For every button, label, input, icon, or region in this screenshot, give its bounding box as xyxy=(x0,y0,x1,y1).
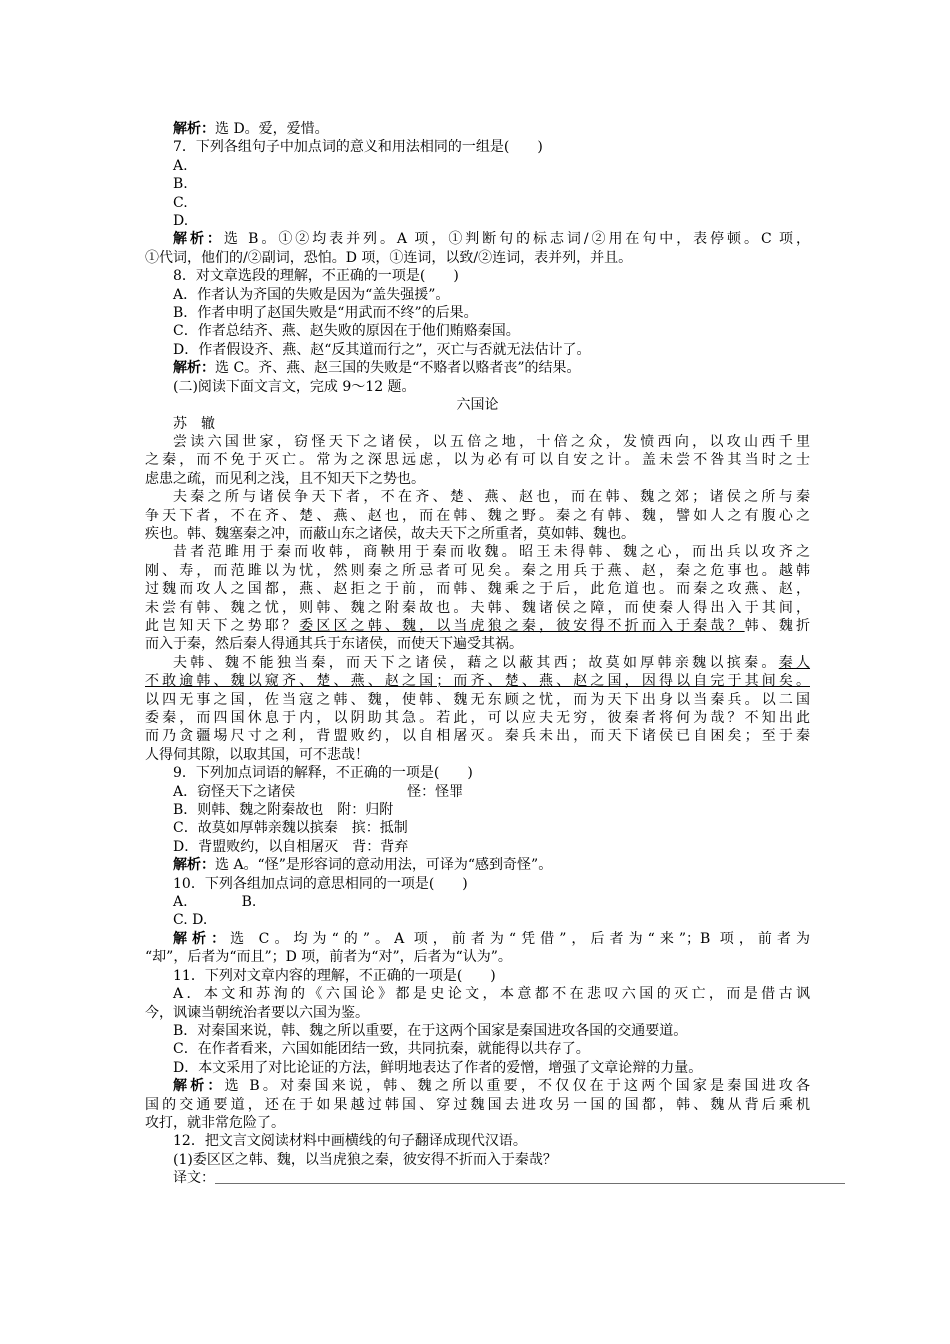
text-segment: 韩、魏折 xyxy=(744,617,811,634)
text-line xyxy=(145,783,810,801)
text-line xyxy=(145,120,810,138)
text-line: 国的交通要道，还在于如果越过韩国、穿过魏国去进攻另一国的国都，韩、魏从背后乘机 xyxy=(145,1096,810,1113)
answer-label: 解析： xyxy=(173,857,215,874)
underlined-phrase: 不敢逾韩、魏以窥齐、楚、燕、赵之国；而齐、楚、燕、赵之国，因得以自完于其间矣。 xyxy=(145,673,810,690)
text-line: 夫秦之所与诸侯争天下者，不在齐、楚、燕、赵也，而在韩、魏之郊；诸侯之所与秦 xyxy=(173,489,810,506)
text-line: D. xyxy=(173,213,189,230)
text-line: 攻打，就非常危险了。 xyxy=(145,1114,285,1131)
text-line: 争天下者，不在齐、楚、燕、赵也，而在韩、魏之野。秦之有韩、魏，譬如人之有腹心之 xyxy=(145,507,810,524)
text-line: A．作者认为齐国的失败是因为“盖失强援”。 xyxy=(173,286,450,303)
text-line: C．在作者看来，六国如能团结一致，共同抗秦，就能得以共存了。 xyxy=(173,1041,590,1058)
answer-label: 解析： xyxy=(173,121,215,137)
text-line: A．本文和苏洵的《六国论》都是史论文，本意都不在悲叹六国的灭亡，而是借古讽 xyxy=(173,986,810,1003)
text-line: B. xyxy=(173,176,188,193)
text-line: 10．下列各组加点词的意思相同的一项是( ) xyxy=(173,875,468,892)
text-line xyxy=(145,654,810,672)
answer-text: 选 A。“怪”是形容词的意动用法，可译为“感到奇怪”。 xyxy=(215,857,553,874)
text-line: A. xyxy=(173,157,188,174)
answer-text: 选 C。齐、燕、赵三国的失败是“不赂者以赂者丧”的结果。 xyxy=(215,360,581,377)
text-line: (1)委区区之韩、魏，以当虎狼之秦，彼安得不折而入于秦哉？ xyxy=(173,1151,557,1168)
text-line: D．背盟败约，以自相屠灭 背：背弃 xyxy=(173,838,409,855)
text-line xyxy=(145,930,810,948)
text-line: “却”，后者为“而且”；D 项，前者为“对”，后者为“认为”。 xyxy=(145,949,512,966)
text-line: 六国论 xyxy=(456,397,499,414)
text-line: 8．对文章选段的理解，不正确的一项是( ) xyxy=(173,268,459,285)
answer-label: 解析： xyxy=(173,1078,225,1095)
text-segment: A. xyxy=(173,894,188,911)
answer-text: 选 C。均为“的”。A 项，前者为“凭借”，后者为“来”；B 项，前者为 xyxy=(230,930,810,947)
text-line: (二)阅读下面文言文，完成 9～12 题。 xyxy=(173,378,416,395)
text-line: 刚、寿，而范雎以为忧，然则秦之所忌者可见矣。秦之用兵于燕、赵，秦之危事也。越韩 xyxy=(145,562,810,579)
text-line: 尝读六国世家，窃怪天下之诸侯，以五倍之地，十倍之众，发愤西向，以攻山西千里 xyxy=(173,433,810,450)
text-line: ①代词，他们的/②副词，恐怕。D 项，①连词，以致/②连词，表并列，并且。 xyxy=(145,249,633,266)
text-line: 而入于秦，然后秦人得通其兵于东诸侯，而使天下遍受其祸。 xyxy=(145,636,523,653)
text-line xyxy=(145,893,810,911)
text-segment: 夫韩、魏不能独当秦，而天下之诸侯，藉之以蔽其西；故莫如厚韩亲魏以摈秦。 xyxy=(173,654,779,671)
text-line: 12．把文言文阅读材料中画横线的句子翻译成现代汉语。 xyxy=(173,1133,527,1150)
text-line: 以四无事之国，佐当寇之韩、魏，使韩、魏无东顾之忧，而为天下出身以当秦兵。以二国 xyxy=(145,691,810,708)
text-segment: B. xyxy=(241,894,257,911)
text-line: 人得伺其隙，以取其国，可不悲哉！ xyxy=(145,746,369,763)
text-line: 未尝有韩、魏之忧，则韩、魏之附秦故也。夫韩、魏诸侯之障，而使秦人得出入于其间， xyxy=(145,599,810,616)
text-line: 7．下列各组句子中加点词的意义和用法相同的一组是( ) xyxy=(173,139,543,156)
text-line: 而乃贪疆埸尺寸之利，背盟败约，以自相屠灭。秦兵未出，而天下诸侯已自困矣；至于秦 xyxy=(145,728,810,745)
text-line xyxy=(145,359,810,377)
underlined-phrase: 秦人 xyxy=(778,654,811,671)
text-line: 过魏而攻人之国都，燕、赵拒之于前，而韩、魏乘之于后，此危道也。而秦之攻燕、赵， xyxy=(145,581,810,598)
text-line xyxy=(145,672,810,690)
underlined-phrase: 委区区之韩、魏，以当虎狼之秦，彼安得不折而入于秦哉？ xyxy=(299,617,745,634)
text-line: B．则韩、魏之附秦故也 附：归附 xyxy=(173,802,394,819)
text-line: D．作者假设齐、燕、赵“反其道而行之”，灭亡与否就无法估计了。 xyxy=(173,341,591,358)
text-line: 苏 辙 xyxy=(173,415,215,432)
answer-label: 解析： xyxy=(173,231,224,248)
answer-text: 选 B。对秦国来说，韩、魏之所以重要，不仅仅在于这两个国家是秦国进攻各 xyxy=(224,1078,810,1095)
text-line: B．作者申明了赵国失败是“用武而不终”的后果。 xyxy=(173,305,478,322)
text-segment: 怪：怪罪 xyxy=(407,783,464,800)
text-line: 之秦，而不免于灭亡。常为之深思远虑，以为必有可以自安之计。盖未尝不咎其当时之士 xyxy=(145,452,810,469)
text-line xyxy=(145,617,810,635)
text-line: 11．下列对文章内容的理解，不正确的一项是( ) xyxy=(173,967,496,984)
text-line: 今，讽谏当朝统治者要以六国为鉴。 xyxy=(145,1004,369,1021)
answer-text: 选 D。爱，爱惜。 xyxy=(215,121,329,137)
text-segment: A．窃怪天下之诸侯 xyxy=(173,783,296,800)
answer-label: 解析： xyxy=(173,360,215,377)
text-line: C．作者总结齐、燕、赵失败的原因在于他们贿赂秦国。 xyxy=(173,323,520,340)
text-line: C．故莫如厚韩亲魏以摈秦 摈：抵制 xyxy=(173,820,408,837)
text-line: 疾也。韩、魏塞秦之冲，而蔽山东之诸侯，故夫天下之所重者，莫如韩、魏也。 xyxy=(145,525,635,542)
text-segment: 此岂知天下之势耶？ xyxy=(145,617,300,634)
text-line: D．本文采用了对比论证的方法，鲜明地表达了作者的爱憎，增强了文章论辩的力量。 xyxy=(173,1059,703,1076)
text-line xyxy=(145,230,810,248)
answer-label: 解析： xyxy=(173,930,231,947)
text-line: 9．下列加点词语的解释，不正确的一项是( ) xyxy=(173,765,473,782)
document-body xyxy=(145,120,845,1188)
text-line: C. D. xyxy=(173,912,208,929)
text-line: 虑患之疏，而见利之浅，且不知天下之势也。 xyxy=(145,470,425,487)
text-line: C. xyxy=(173,194,188,211)
text-line xyxy=(145,856,810,874)
answer-text: 选 B。①②均表并列。A 项，①判断句的标志词/②用在句中，表停顿。C 项， xyxy=(223,231,810,248)
text-line: B．对秦国来说，韩、魏之所以重要，在于这两个国家是秦国进攻各国的交通要道。 xyxy=(173,1022,688,1039)
text-line xyxy=(145,1077,810,1095)
text-line: 译文：＿＿＿＿＿＿＿＿＿＿＿＿＿＿＿＿＿＿＿＿＿＿＿＿＿＿＿＿＿＿＿＿＿＿＿＿＿＿＿＿＿＿＿＿＿ xyxy=(173,1170,845,1187)
text-line: 昔者范雎用于秦而收韩，商鞅用于秦而收魏。昭王未得韩、魏之心，而出兵以攻齐之 xyxy=(173,544,810,561)
text-line: 委秦，而四国休息于内，以阴助其急。若此，可以应夫无穷，彼秦者将何为哉？不知出此 xyxy=(145,710,810,726)
